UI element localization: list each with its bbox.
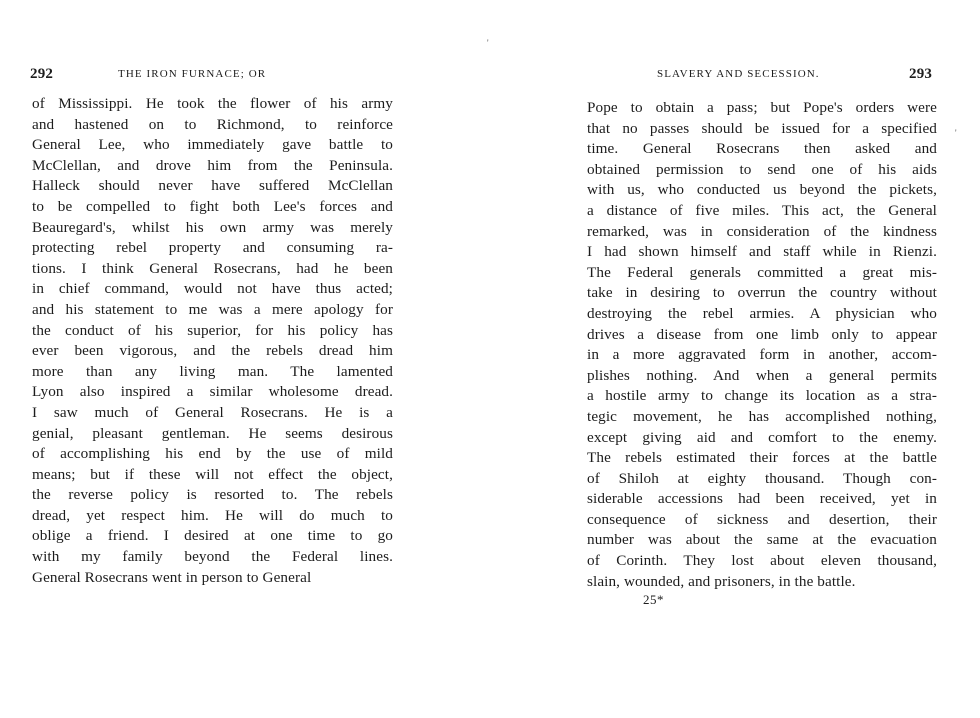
text-line: General Rosecrans went in person to General [32, 568, 312, 586]
text-line: of accomplishing his end by the use of mild [32, 445, 393, 463]
right-page-number: 293 [909, 66, 933, 82]
text-line: tegic movement, he has accomplished nothing, [587, 407, 937, 425]
text-line: except giving aid and comfort to the enemy. [587, 428, 937, 446]
text-line: obtained permission to send one of his aids [587, 160, 937, 178]
text-line: in chief command, would not have thus acted; [32, 280, 393, 298]
left-page-number: 292 [30, 66, 54, 82]
text-line: oblige a friend. I desired at one time to go [32, 527, 393, 545]
text-line: Lyon also inspired a similar wholesome dread. [32, 383, 393, 401]
text-line: to be compelled to fight both Lee's forces and [32, 197, 393, 215]
text-line: means; but if these will not effect the object, [32, 465, 393, 483]
text-line: with my family beyond the Federal lines. [32, 548, 393, 566]
left-body-text [32, 94, 393, 588]
text-line: the conduct of his superior, for his policy has [32, 321, 393, 339]
text-line: protecting rebel property and consuming ra- [32, 239, 393, 257]
text-line: siderable accessions had been received, yet in [587, 490, 937, 508]
text-line: take in desiring to overrun the country without [587, 284, 937, 302]
text-line: dread, yet respect him. He will do much to [32, 506, 393, 524]
signature-mark: 25* [643, 592, 664, 607]
text-line: of Corinth. They lost about eleven thousand, [587, 552, 937, 570]
text-line: consequence of sickness and desertion, their [587, 510, 937, 528]
text-line: plishes nothing. And when a general permits [587, 366, 937, 384]
text-line: and hastened on to Richmond, to reinforce [32, 115, 393, 133]
text-line: McClellan, and drove him from the Peninsula. [32, 156, 393, 174]
left-running-head: THE IRON FURNACE; OR [118, 68, 267, 80]
right-body-text [587, 98, 937, 592]
text-line: ever been vigorous, and the rebels dread him [32, 342, 393, 360]
text-line: Beauregard's, whilst his own army was merely [32, 218, 393, 236]
text-line: of Shiloh at eighty thousand. Though con- [587, 469, 937, 487]
right-running-head: SLAVERY AND SECESSION. [657, 68, 820, 80]
text-line: The Federal generals committed a great mis- [587, 263, 937, 281]
text-line: of Mississippi. He took the flower of his army [32, 95, 393, 112]
right-page [490, 0, 980, 718]
text-line: with us, who conducted us beyond the pickets, [587, 181, 937, 199]
text-line: genial, pleasant gentleman. He seems desirous [32, 424, 393, 442]
text-line: slain, wounded, and prisoners, in the battle. [587, 572, 856, 590]
text-line: number was about the same at the evacuation [587, 531, 937, 549]
text-line: that no passes should be issued for a specified [587, 119, 937, 137]
text-line: destroying the rebel armies. A physician who [587, 304, 937, 322]
scan-speck: ' [487, 38, 489, 48]
scan-speck: ' [955, 128, 957, 138]
text-line: the reverse policy is resorted to. The rebels [32, 486, 393, 504]
text-line: time. General Rosecrans then asked and [587, 140, 937, 158]
text-line: The rebels estimated their forces at the battle [587, 449, 937, 467]
text-line: more than any living man. The lamented [32, 362, 393, 380]
text-line: drives a disease from one limb only to appear [587, 325, 937, 343]
text-line: remarked, was in consideration of the kindness [587, 222, 937, 240]
text-line: Pope to obtain a pass; but Pope's orders were [587, 99, 937, 116]
text-line: and his statement to me was a mere apology for [32, 300, 393, 318]
text-line: I saw much of General Rosecrans. He is a [32, 403, 393, 421]
text-line: a hostile army to change its location as a stra- [587, 387, 937, 405]
text-line: General Lee, who immediately gave battle to [32, 136, 393, 154]
text-line: a distance of five miles. This act, the General [587, 201, 937, 219]
text-line: tions. I think General Rosecrans, had he been [32, 259, 393, 277]
text-line: in a more aggravated form in another, accom- [587, 346, 937, 364]
text-line: I had shown himself and staff while in Rienzi. [587, 243, 937, 261]
text-line: Halleck should never have suffered McClellan [32, 177, 393, 195]
